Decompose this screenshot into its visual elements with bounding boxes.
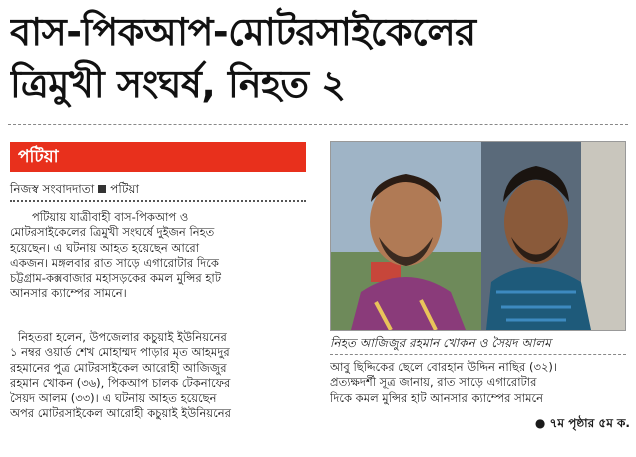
text-line: হয়েছেন। এ ঘটনায় আহত হয়েছেন আরো <box>10 240 200 255</box>
headline <box>10 6 630 110</box>
text-line: চট্টগ্রাম-কক্সবাজার মহাসড়কের কমল মুন্সির হাট <box>10 271 221 286</box>
square-bullet-icon <box>98 185 106 193</box>
dotted-divider <box>10 200 306 204</box>
headline-line-2: ত্রিমুখী সংঘর্ষ, নিহত ২ <box>10 62 346 106</box>
headline-divider <box>8 124 628 126</box>
byline <box>10 181 310 197</box>
text-line: নিহতরা হলেন, উপজেলার কচুয়াই ইউনিয়নের <box>18 330 227 344</box>
text-line: রহমান খোকন (৩৬), পিকআপ চালক টেকনাফের <box>10 375 231 390</box>
text-line: আবু ছিদ্দিকের ছেলে বোরহান উদ্দিন নাছির (৩২)। <box>330 360 558 374</box>
bullet-icon: ● <box>534 416 550 430</box>
text-line: রহমানের পুত্র মোটরসাইকেল আরোহী আজিজুর <box>10 360 227 375</box>
text-line: সৈয়দ আলম (৩৩)। এ ঘটনায় আহত হয়েছেন <box>10 391 217 406</box>
text-line: পটিয়ায় যাত্রীবাহী বাস-পিকআপ ও <box>32 210 189 224</box>
right-column-text <box>330 360 626 406</box>
continued-text: ৭ম পৃষ্ঠার ৫ম ক. <box>549 416 630 430</box>
victims-photo <box>330 141 626 331</box>
byline-place: পটিয়া <box>110 182 139 196</box>
photo-caption: নিহত আজিজুর রহমান খোকন ও সৈয়দ আলম <box>330 335 626 355</box>
headline-line-1: বাস-পিকআপ-মোটরসাইকেলের <box>10 10 476 54</box>
paragraph-1 <box>10 210 308 302</box>
text-line: দিকে কমল মুন্সির হাট আনসার ক্যাম্পের সামনে <box>330 390 543 405</box>
continued-note <box>480 415 630 435</box>
text-line: ১ নম্বর ওয়ার্ড শেখ মোহাম্মদ পাড়ার মৃত আহমদুর <box>10 345 230 360</box>
text-line: মোটরসাইকেলের ত্রিমুখী সংঘর্ষে দুইজন নিহত <box>10 225 215 240</box>
text-line: আনসার ক্যাম্পের সামনে। <box>10 286 127 301</box>
byline-reporter: নিজস্ব সংবাদদাতা <box>10 182 95 196</box>
text-line: একজন। মঙ্গলবার রাত সাড়ে এগারোটার দিকে <box>10 255 219 270</box>
paragraph-2 <box>10 330 308 422</box>
photo-placeholder <box>331 142 625 330</box>
text-line: অপর মোটরসাইকেল আরোহী কচুয়াই ইউনিয়নের <box>10 406 231 421</box>
text-line: প্রত্যক্ষদর্শী সূত্র জানায়, রাত সাড়ে এগারোটার <box>330 375 537 390</box>
section-label: পটিয়া <box>10 142 306 172</box>
